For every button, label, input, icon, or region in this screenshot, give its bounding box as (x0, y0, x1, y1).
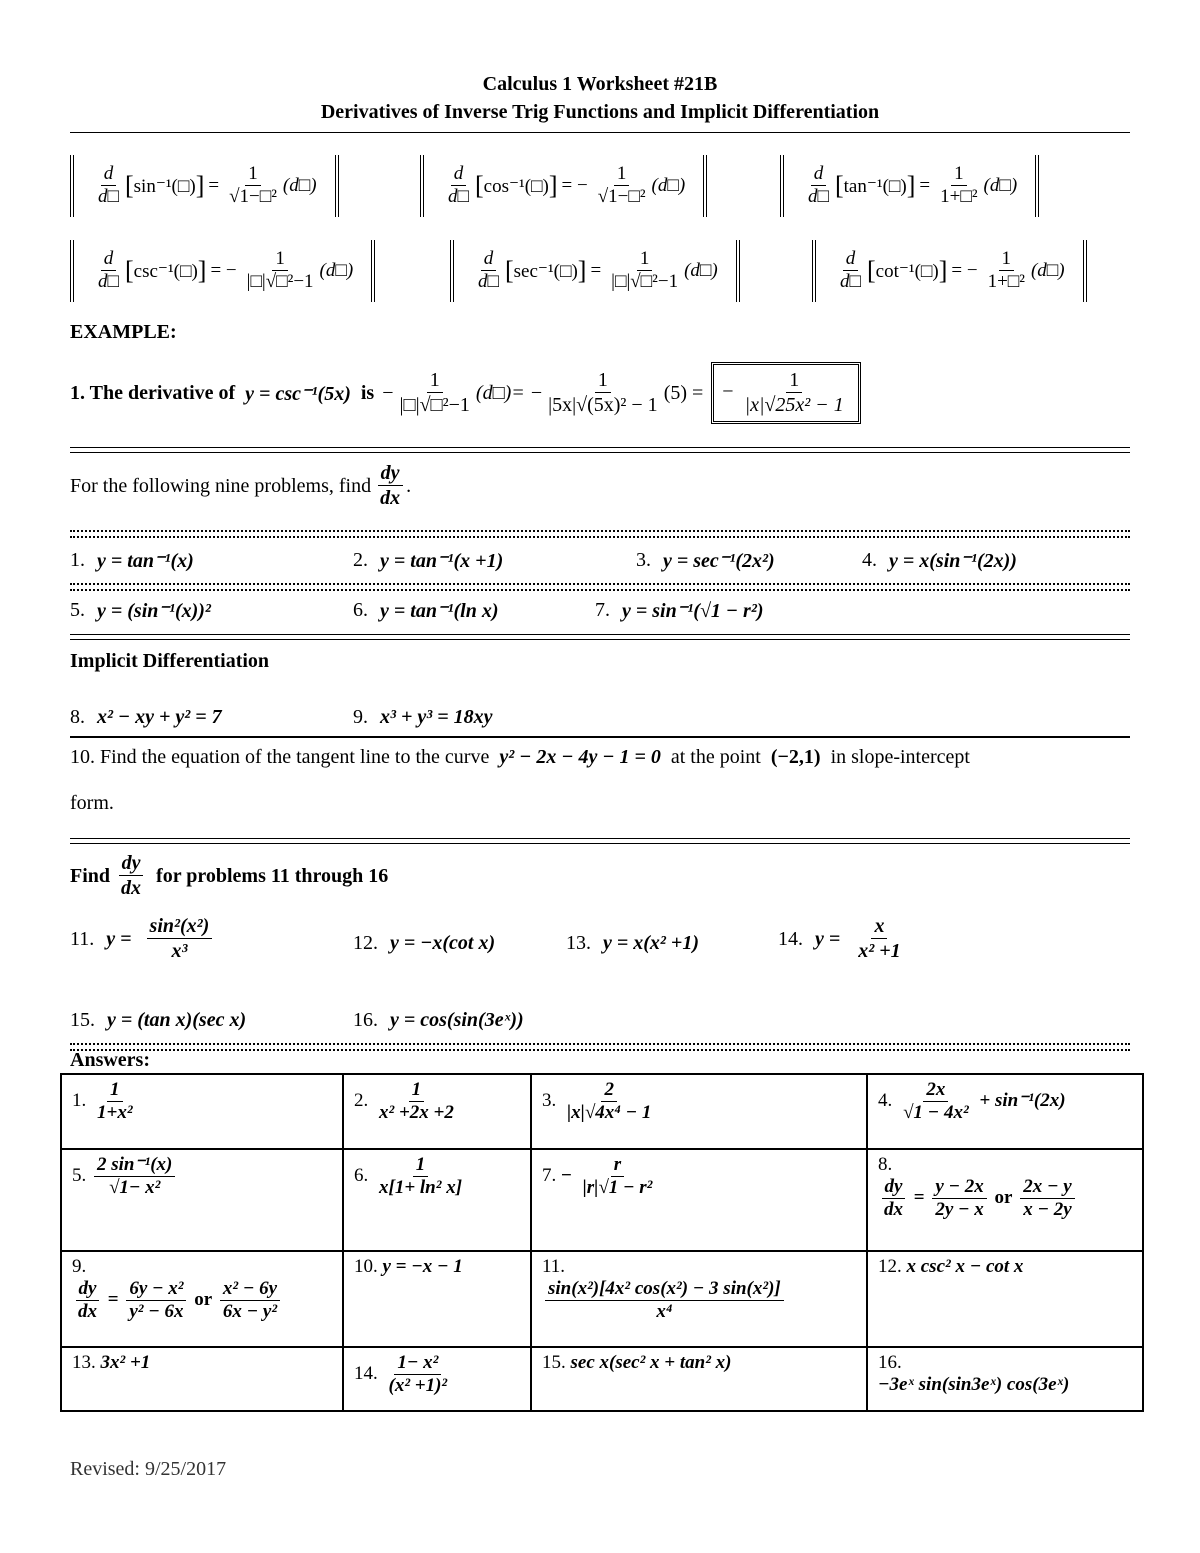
answer-1: 1. $\frac{1}{\text{1+x²}}$ (61, 1074, 343, 1149)
implicit-heading: Implicit Differentiation (70, 650, 270, 672)
problem-6: 6. y = tan⁻¹(ln x) (353, 599, 499, 622)
example-line: 1. The derivative of y = csc⁻¹(5x) is − $\frac{1}{\text{|□|√□²−1}}$ (d□)= − $\frac{1}{\text{|5x|√(5x)² − 1}}$ (5) = − $\frac{1}{\text{|x|√25x² − 1}}$ (70, 348, 861, 438)
divider (70, 736, 1130, 738)
divider (70, 838, 1130, 844)
answer-13: 13. 3x² +1 (61, 1347, 343, 1411)
answer-9: 9. $\frac{dy}{dx}$ = $\frac{\text{6y − x²}}{\text{y² − 6x}}$ or $\frac{\text{x² − 6y}}{\text{6x − y²}}$ (61, 1251, 343, 1347)
example-heading: EXAMPLE: (70, 321, 177, 343)
divider (70, 132, 1130, 133)
problem-8: 8. x² − xy + y² = 7 (70, 706, 222, 728)
derivative-formula: $\frac{d}{d□}$ [ sec⁻¹(□) ] = $\frac{1}{\text{|□|√□²−1}}$ (d□) (450, 240, 740, 302)
problem-12: 12. y = −x(cot x) (353, 932, 496, 954)
problem-3: 3. y = sec⁻¹(2x²) (636, 549, 775, 572)
problem-16: 16. y = cos(sin(3eˣ)) (353, 1009, 524, 1031)
divider (70, 634, 1130, 640)
answer-10: 10. y = −x − 1 (343, 1251, 531, 1347)
answer-15: 15. sec x(sec² x + tan² x) (531, 1347, 867, 1411)
example-intro: 1. The derivative of (70, 381, 236, 404)
problem-9: 9. x³ + y³ = 18xy (353, 706, 493, 728)
example-step1-fraction: $\frac{1}{\text{|□|√□²−1}}$ (399, 369, 470, 416)
problem-13: 13. y = x(x² +1) (566, 932, 699, 954)
worksheet-subtitle: Derivatives of Inverse Trig Functions and Implicit Differentiation (320, 101, 880, 123)
worksheet-title: Calculus 1 Worksheet #21B (482, 73, 718, 95)
example-is: is (360, 381, 375, 404)
problem-5: 5. y = (sin⁻¹(x))² (70, 599, 211, 622)
derivative-formula: $\frac{d}{d□}$ [ tan⁻¹(□) ] = $\frac{1}{\text{1+□²}}$ (d□) (780, 155, 1039, 217)
derivative-formula: $\frac{d}{d□}$ [ sin⁻¹(□) ] = $\frac{1}{\text{√1−□²}}$ (d□) (70, 155, 339, 217)
derivative-formula: $\frac{d}{d□}$ [ csc⁻¹(□) ] = − $\frac{1}{\text{|□|√□²−1}}$ (d□) (70, 240, 375, 302)
answer-16: 16. −3eˣ sin(sin3eˣ) cos(3eˣ) (867, 1347, 1143, 1411)
instructions: For the following nine problems, find $\frac{dy}{dx}$ . (70, 462, 412, 509)
divider (70, 530, 1130, 538)
divider (70, 583, 1130, 591)
problem-10: 10. Find the equation of the tangent line to the curve y² − 2x − 4y − 1 = 0 at the point (−2,1) in slope-intercept (70, 746, 970, 768)
answer-2: 2. $\frac{1}{\text{x² +2x +2}}$ (343, 1074, 531, 1149)
problem-15: 15. y = (tan x)(sec x) (70, 1009, 247, 1031)
answer-6: 6. $\frac{1}{\text{x[1+ ln² x]}}$ (343, 1149, 531, 1251)
example-result-box: − $\frac{1}{\text{|x|√25x² − 1}}$ (711, 362, 861, 424)
problem-7: 7. y = sin⁻¹(√1 − r²) (595, 599, 764, 622)
derivative-formula: $\frac{d}{d□}$ [ cos⁻¹(□) ] = − $\frac{1}{\text{√1−□²}}$ (d□) (420, 155, 707, 217)
example-function: y = csc⁻¹(5x) (245, 382, 351, 405)
answer-11: 11. $\frac{\text{sin(x²)[4x² cos(x²) − 3 sin(x²)]}}{\text{x⁴}}$ (531, 1251, 867, 1347)
problem-4: 4. y = x(sin⁻¹(2x)) (862, 549, 1017, 572)
example-step2-fraction: $\frac{1}{\text{|5x|√(5x)² − 1}}$ (548, 369, 658, 416)
divider (70, 1043, 1130, 1051)
derivative-formula: $\frac{d}{d□}$ [ cot⁻¹(□) ] = − $\frac{1}{\text{1+□²}}$ (d□) (812, 240, 1087, 302)
problem-11: 11. y = $\frac{\text{sin²(x²)}}{\text{x³}}$ (70, 915, 215, 963)
problem-1: 1. y = tan⁻¹(x) (70, 549, 194, 572)
answer-8: 8. $\frac{dy}{dx}$ = $\frac{y - 2x}{2y - x}$ or $\frac{2x - y}{x - 2y}$ (867, 1149, 1143, 1251)
answer-12: 12. x csc² x − cot x (867, 1251, 1143, 1347)
answer-14: 14. $\frac{\text{1− x²}}{\text{(x² +1)²}}$ (343, 1347, 531, 1411)
problem-10-cont: form. (70, 792, 114, 814)
answer-4: 4. $\frac{2x}{\text{√1 − 4x²}}$ + sin⁻¹(2x) (867, 1074, 1143, 1149)
answer-5: 5. $\frac{\text{2 sin⁻¹(x)}}{\text{√1− x²}}$ (61, 1149, 343, 1251)
answer-7: 7. − $\frac{r}{\text{|r|√1 − r²}}$ (531, 1149, 867, 1251)
answers-heading: Answers: (70, 1049, 150, 1071)
revised-date: Revised: 9/25/2017 (70, 1458, 227, 1480)
problem-2: 2. y = tan⁻¹(x +1) (353, 549, 504, 572)
problem-14: 14. y = $\frac{x}{\text{x² +1}}$ (778, 915, 901, 962)
find-heading: Find $\frac{dy}{dx}$ for problems 11 through 16 (70, 852, 389, 899)
divider (70, 447, 1130, 453)
answer-3: 3. $\frac{2}{\text{|x|√4x⁴ − 1}}$ (531, 1074, 867, 1149)
answers-table (60, 1073, 1144, 1412)
